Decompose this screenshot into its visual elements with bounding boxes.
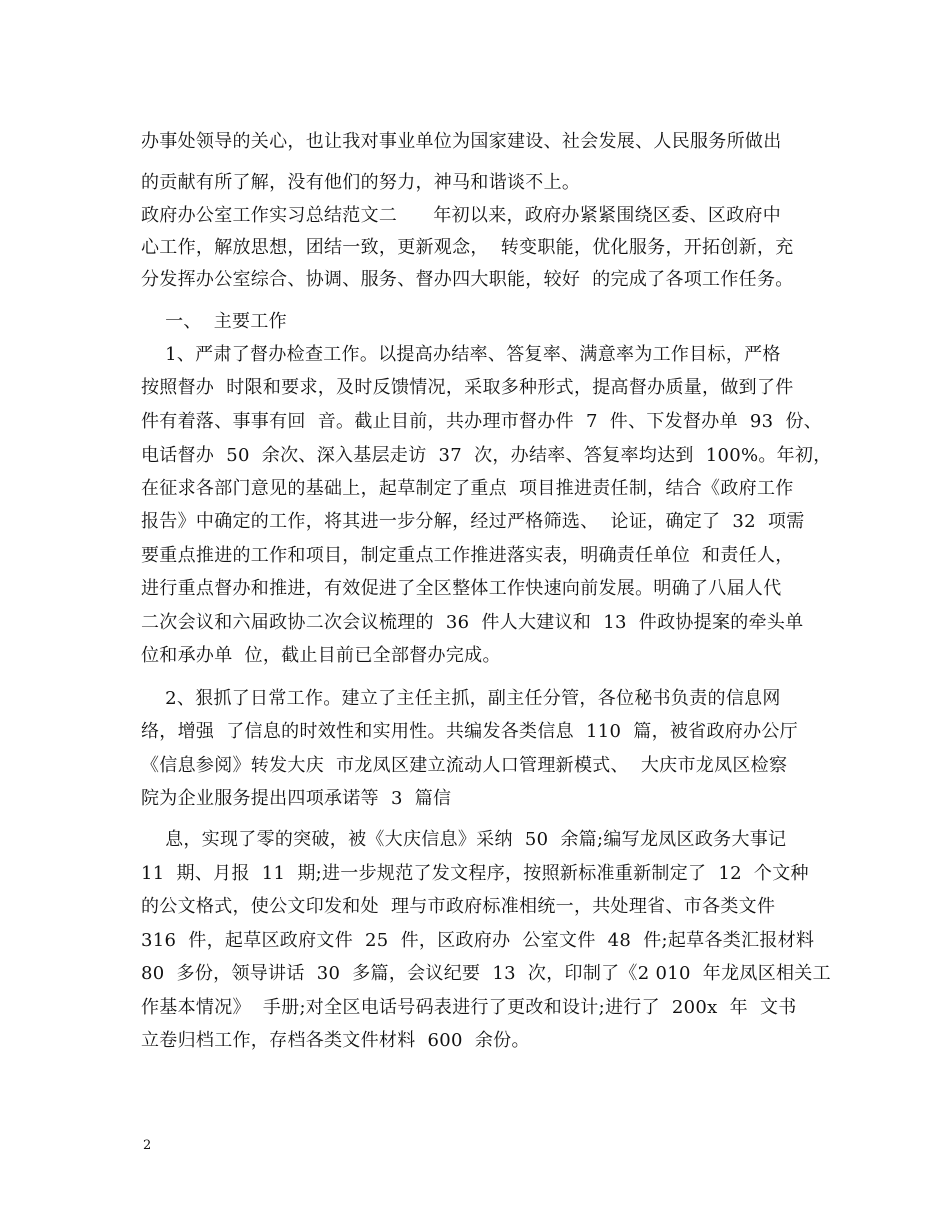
- text-line: 的公文格式，使公文印发和处 理与市政府标准相统一，共处理省、市各类文件: [141, 896, 776, 917]
- text-line: 1、严肃了督办检查工作。以提高办结率、答复率、满意率为工作目标，严格: [141, 344, 781, 365]
- section-heading: 一、 主要工作: [141, 311, 287, 332]
- text-line: 要重点推进的工作和项目，制定重点工作推进落实表，明确责任单位 和责任人，: [141, 545, 794, 566]
- page-number: 2: [143, 1138, 152, 1153]
- text-line: 络，增强 了信息的时效性和实用性。共编发各类信息 110 篇，被省政府办公厅: [141, 721, 798, 742]
- text-line: 《信息参阅》转发大庆 市龙凤区建立流动人口管理新模式、 大庆市龙凤区检察: [141, 755, 788, 776]
- text-line: 作基本情况》 手册;对全区电话号码表进行了更改和设计;进行了 200x 年 文书: [141, 997, 797, 1018]
- text-line: 的贡献有所了解，没有他们的努力，神马和谐谈不上。: [141, 172, 581, 193]
- text-line: 进行重点督办和推进，有效促进了全区整体工作快速向前发展。明确了八届人代: [141, 578, 782, 599]
- text-line: 2、狠抓了日常工作。建立了主任主抓，副主任分管，各位秘书负责的信息网: [141, 688, 781, 709]
- text-line: 报告》中确定的工作，将其进一步分解，经过严格筛选、 论证，确定了 32 项需: [141, 511, 805, 532]
- text-line: 11 期、月报 11 期;进一步规范了发文程序，按照新标准重新制定了 12 个文种: [141, 863, 809, 884]
- text-line: 二次会议和六届政协二次会议梳理的 36 件人大建议和 13 件政协提案的牵头单: [141, 612, 804, 633]
- text-line: 80 多份，领导讲话 30 多篇，会议纪要 13 次，印制了《2 010 年龙凤区相关工: [141, 963, 831, 984]
- text-line: 316 件，起草区政府文件 25 件，区政府办 公室文件 48 件;起草各类汇报材料: [141, 930, 815, 951]
- text-line: 电话督办 50 余次、深入基层走访 37 次，办结率、答复率均达到 100%。年初，: [141, 445, 832, 466]
- text-line: 心工作，解放思想，团结一致，更新观念， 转变职能，优化服务，开拓创新，充: [141, 237, 794, 258]
- text-line: 政府办公室工作实习总结范文二 年初以来，政府办紧紧围绕区委、区政府中: [141, 205, 782, 226]
- text-line: 按照督办 时限和要求，及时反馈情况，采取多种形式，提高督办质量，做到了件: [141, 377, 794, 398]
- text-line: 件有着落、事事有回 音。截止目前，共办理市督办件 7 件、下发督办单 93 份、: [141, 411, 823, 432]
- text-line: 办事处领导的关心，也让我对事业单位为国家建设、社会发展、人民服务所做出: [141, 131, 782, 152]
- text-line: 院为企业服务提出四项承诺等 3 篇信: [141, 788, 452, 809]
- text-line: 位和承办单 位，截止目前已全部督办完成。: [141, 645, 501, 666]
- text-line: 立卷归档工作，存档各类文件材料 600 余份。: [141, 1030, 530, 1051]
- text-line: 分发挥办公室综合、协调、服务、督办四大职能，较好 的完成了各项工作任务。: [141, 269, 794, 290]
- text-line: 在征求各部门意见的基础上，起草制定了重点 项目推进责任制，结合《政府工作: [141, 478, 794, 499]
- text-line: 息，实现了零的突破，被《大庆信息》采纳 50 余篇;编写龙凤区政务大事记: [141, 829, 787, 850]
